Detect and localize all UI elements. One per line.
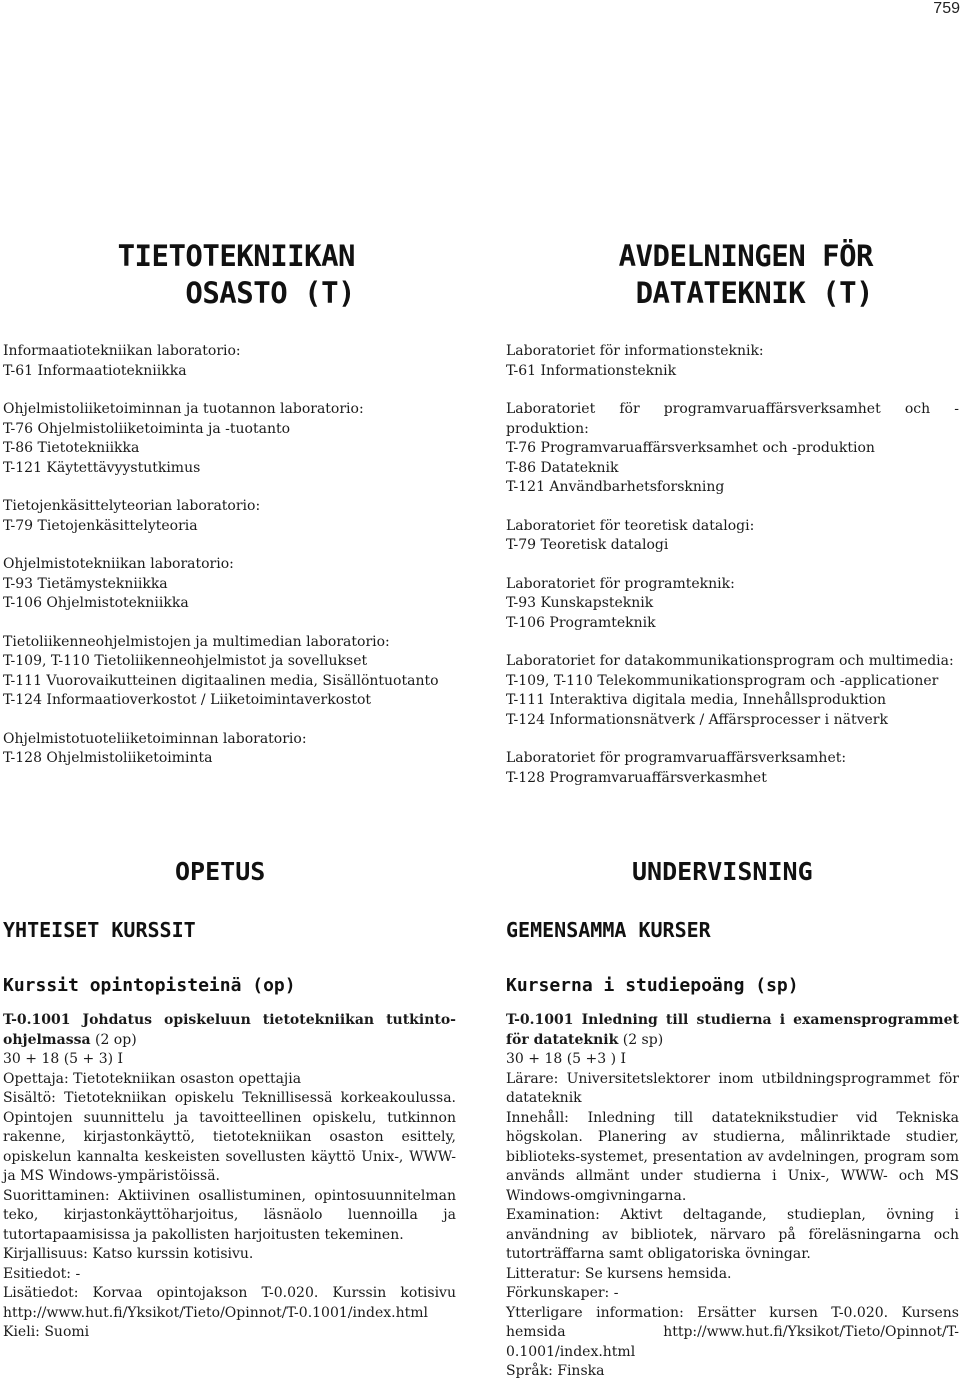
course-line: 30 + 18 (5 +3 ) I [506, 1051, 627, 1067]
course-heading [3, 1011, 456, 1050]
course-line: Kieli: Suomi [3, 1324, 90, 1340]
course-line: Esitiedot: - [3, 1265, 81, 1282]
lab-title: Ohjelmistotekniikan laboratorio: [3, 556, 234, 572]
lab-code: T-128 Ohjelmistoliiketoiminta [3, 750, 213, 766]
lab-code: T-61 Informaatiotekniikka [3, 362, 187, 379]
course-line: Ytterligare information: Ersätter kursen T-0.020. Kursens hemsida http://www.hut.fi/Yksikot/Tieto/Opinnot/T-0.1001/index.html [506, 1304, 959, 1360]
course-line: Opettaja: Tietotekniikan osaston opettajia [3, 1070, 302, 1087]
lab-code: T-93 Tietämystekniikka [3, 575, 168, 592]
right-lab-list [506, 342, 959, 788]
lab-entry [3, 633, 456, 711]
course-line: Innehåll: Inledning till datateknikstudier vid Tekniska högskolan. Planering av studierna, målinriktade studier, biblioteks-systemet, presentation av avdelningen, program som används allmänt under studierna i Unix-, WWW- och MS Windows-omgivningarna. [506, 1109, 959, 1204]
course-line: 30 + 18 (5 + 3) I [3, 1051, 124, 1067]
course-line: Lärare: Universitetslektorer inom utbildningsprogrammet för datateknik [506, 1070, 959, 1106]
lab-entry [506, 575, 959, 634]
lab-title: Laboratoriet för informationsteknik: [506, 343, 764, 359]
left-credit-heading: Kurssit opintopisteinä (op) [3, 975, 296, 996]
course-line: Förkunskaper: - [506, 1285, 619, 1301]
lab-title: Informaatiotekniikan laboratorio: [3, 343, 241, 359]
course-line: Lisätiedot: Korvaa opintojakson T-0.020. Kurssin kotisivu http://www.hut.fi/Yksikot/Tieto/Opinnot/T-0.1001/index.html [3, 1285, 456, 1321]
left-lab-list [3, 342, 456, 769]
lab-code: T-93 Kunskapsteknik [506, 595, 654, 611]
left-section-heading: OPETUS [175, 857, 266, 886]
lab-entry [3, 400, 456, 478]
lab-title: Laboratoriet för teoretisk datalogi: [506, 517, 755, 534]
lab-entry [506, 652, 959, 730]
course-heading [506, 1011, 959, 1050]
lab-title: Ohjelmistoliiketoiminnan ja tuotannon laboratorio: [3, 401, 364, 417]
course-credits: (2 sp) [618, 1031, 664, 1048]
course-line: Suorittaminen: Aktiivinen osallistuminen, opintosuunnitelman teko, kirjastonkäyttöharjoitus, läsnäolo luennoilla ja tutortapaamisissa ja pakollisten harjoitusten tekeminen. [3, 1187, 456, 1243]
lab-code: T-86 Tietotekniikka [3, 440, 140, 456]
right-credit-heading: Kurserna i studiepoäng (sp) [506, 975, 799, 996]
course-title: T-0.1001 Johdatus opiskeluun tietotekniikan tutkinto-ohjelmassa [3, 1012, 456, 1048]
lab-code: T-106 Programteknik [506, 614, 656, 631]
lab-entry [3, 342, 456, 381]
lab-code: T-111 Vuorovaikutteinen digitaalinen media, Sisällöntuotanto [3, 672, 439, 689]
heading-line: OSASTO (T) [185, 276, 355, 310]
lab-entry [3, 730, 456, 769]
heading-line: AVDELNINGEN FÖR [618, 239, 873, 273]
heading-line: DATATEKNIK (T) [635, 276, 873, 310]
course-line: Examination: Aktivt deltagande, studieplan, övning i användning av bibliotek, närvaro på föreläsningarna och tutorträffarna samt obligatoriska övningar. [506, 1207, 959, 1262]
course-line: Kirjallisuus: Katso kurssin kotisivu. [3, 1246, 254, 1262]
heading-line: TIETOTEKNIIKAN [117, 239, 355, 273]
lab-title: Laboratoriet för programvaruaffärsverksamhet: [506, 750, 847, 766]
course-title: T-0.1001 Inledning till studierna i examensprogrammet för datateknik [506, 1012, 959, 1048]
lab-code: T-106 Ohjelmistotekniikka [3, 595, 189, 611]
lab-code: T-109, T-110 Telekommunikationsprogram och -applicationer [506, 672, 939, 689]
page-number: 759 [933, 0, 960, 17]
left-sub-heading: YHTEISET KURSSIT [3, 918, 196, 942]
right-sub-heading: GEMENSAMMA KURSER [506, 918, 711, 942]
course-line: Språk: Finska [506, 1363, 605, 1379]
lab-code: T-79 Tietojenkäsittelyteoria [3, 517, 198, 534]
lab-code: T-121 Käytettävyystutkimus [3, 459, 201, 476]
right-course-block [506, 1011, 959, 1382]
lab-code: T-124 Informaatioverkostot / Liiketoimintaverkostot [3, 692, 372, 708]
lab-code: T-109, T-110 Tietoliikenneohjelmistot ja sovellukset [3, 653, 368, 669]
lab-code: T-76 Ohjelmistoliiketoiminta ja -tuotanto [3, 420, 291, 437]
lab-entry [506, 749, 959, 788]
lab-title: Laboratoriet for datakommunikationsprogram och multimedia: [506, 653, 954, 669]
lab-title: Ohjelmistotuoteliiketoiminnan laboratorio: [3, 730, 307, 747]
lab-code: T-61 Informationsteknik [506, 362, 677, 379]
lab-entry [506, 342, 959, 381]
lab-entry [3, 555, 456, 614]
lab-code: T-76 Programvaruaffärsverksamhet och -produktion [506, 440, 875, 456]
lab-code: T-86 Datateknik [506, 459, 619, 476]
lab-code: T-124 Informationsnätverk / Affärsprocesser i nätverk [506, 711, 888, 728]
lab-code: T-128 Programvaruaffärsverkasmhet [506, 769, 767, 786]
right-department-heading [560, 238, 873, 312]
lab-title: Tietoliikenneohjelmistojen ja multimedian laboratorio: [3, 633, 390, 650]
course-line: Sisältö: Tietotekniikan opiskelu Teknillisessä korkeakoulussa. Opintojen suunnittelu ja tavoitteellinen opiskelu, tutkinnon rakenne, kirjastonkäyttö, tietotekniikan osaston esittely, opiskelun kannalta keskeisten sovellusten käyttö Unix-, WWW- ja MS Windows-ympäristöissä. [3, 1090, 456, 1184]
left-department-heading [99, 238, 355, 312]
lab-code: T-79 Teoretisk datalogi [506, 537, 669, 553]
lab-code: T-111 Interaktiva digitala media, Innehållsproduktion [506, 692, 887, 708]
course-credits: (2 op) [90, 1031, 137, 1048]
lab-title: Laboratoriet för programteknik: [506, 575, 735, 592]
lab-entry [3, 497, 456, 536]
course-line: Litteratur: Se kursens hemsida. [506, 1265, 732, 1282]
lab-code: T-121 Användbarhetsforskning [506, 479, 725, 495]
lab-entry [506, 400, 959, 498]
lab-entry [506, 517, 959, 556]
right-section-heading: UNDERVISNING [632, 857, 813, 886]
left-course-block [3, 1011, 456, 1343]
lab-title: Tietojenkäsittelyteorian laboratorio: [3, 498, 261, 514]
lab-title: Laboratoriet för programvaruaffärsverksamhet och -produktion: [506, 401, 959, 437]
